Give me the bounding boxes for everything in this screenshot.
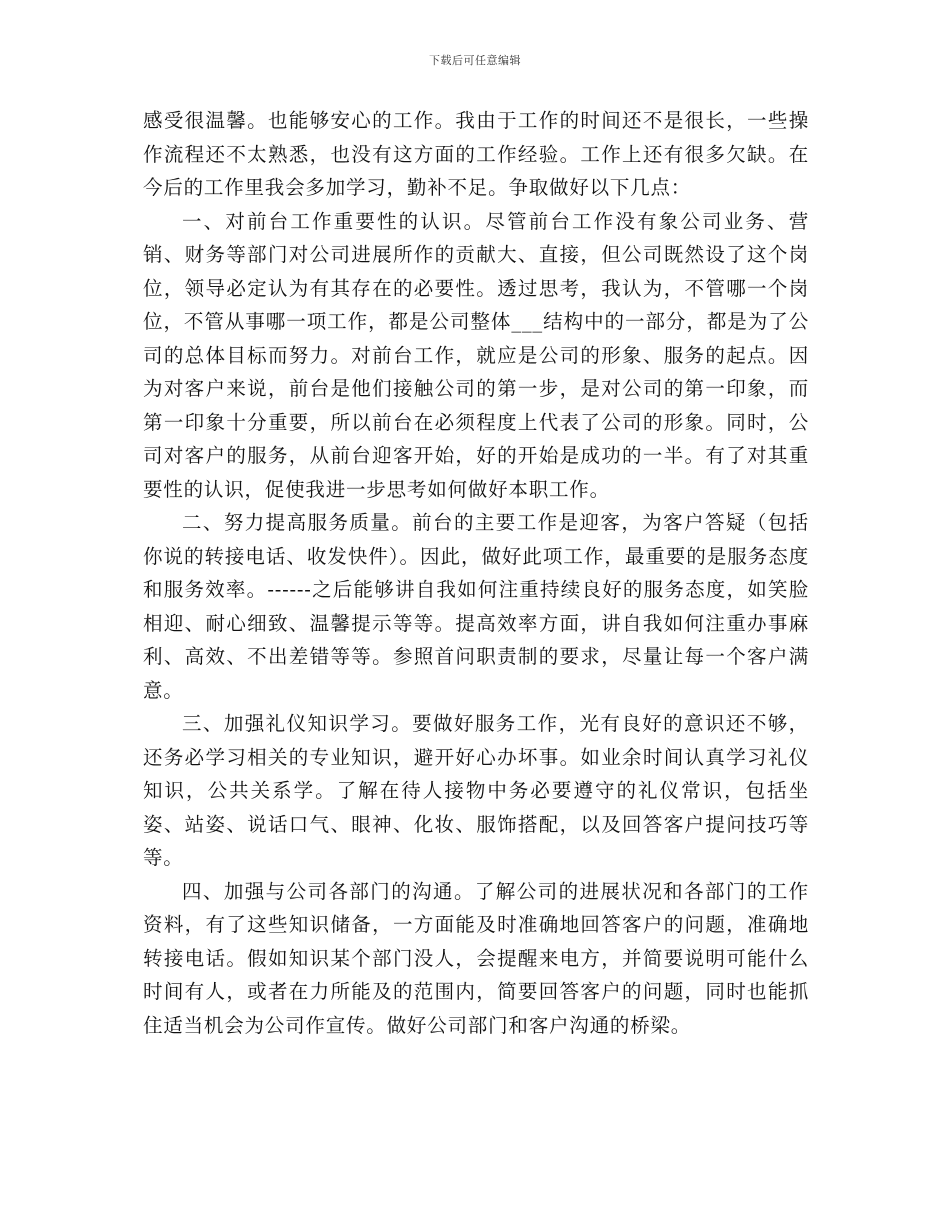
paragraph-point-1: 一、对前台工作重要性的认识。尽管前台工作没有象公司业务、营销、财务等部门对公司进展所作的贡献大、直接，但公司既然设了这个岗位，领导必定认为有其存在的必要性。透过思考，我认为，不管哪一个岗位，不管从事哪一项工作，都是公司整体___结构中的一部分，都是为了公司的总体目标而努力。对前台工作，就应是公司的形象、服务的起点。因为对客户来说，前台是他们接触公司的第一步，是对公司的第一印象，而第一印象十分重要，所以前台在必须程度上代表了公司的形象。同时，公司对客户的服务，从前台迎客开始，好的开始是成功的一半。有了对其重要性的认识，促使我进一步思考如何做好本职工作。 — [143, 209, 809, 501]
paragraph-intro: 感受很温馨。也能够安心的工作。我由于工作的时间还不是很长，一些操作流程还不太熟悉，也没有这方面的工作经验。工作上还有很多欠缺。在今后的工作里我会多加学习，勤补不足。争取做好以下几点： — [143, 109, 809, 199]
page-header: 下载后可任意编辑 — [429, 54, 521, 67]
document-body — [143, 104, 809, 1042]
paragraph-point-3: 三、加强礼仪知识学习。要做好服务工作，光有良好的意识还不够，还务必学习相关的专业知识，避开好心办坏事。如业余时间认真学习礼仪知识，公共关系学。了解在待人接物中务必要遵守的礼仪常识，包括坐姿、站姿、说话口气、眼神、化妆、服饰搭配，以及回答客户提问技巧等等。 — [143, 712, 809, 869]
paragraph-point-4: 四、加强与公司各部门的沟通。了解公司的进展状况和各部门的工作资料，有了这些知识储备，一方面能及时准确地回答客户的问题，准确地转接电话。假如知识某个部门没人，会提醒来电方，并简要说明可能什么时间有人，或者在力所能及的范围内，简要回答客户的问题，同时也能抓住适当机会为公司作宣传。做好公司部门和客户沟通的桥梁。 — [143, 879, 809, 1037]
paragraph-point-2: 二、努力提高服务质量。前台的主要工作是迎客，为客户答疑（包括你说的转接电话、收发快件）。因此，做好此项工作，最重要的是服务态度和服务效率。------之后能够讲自我如何注重持续良好的服务态度，如笑脸相迎、耐心细致、温馨提示等等。提高效率方面，讲自我如何注重办事麻利、高效、不出差错等等。参照首问职责制的要求，尽量让每一个客户满意。 — [143, 511, 809, 702]
